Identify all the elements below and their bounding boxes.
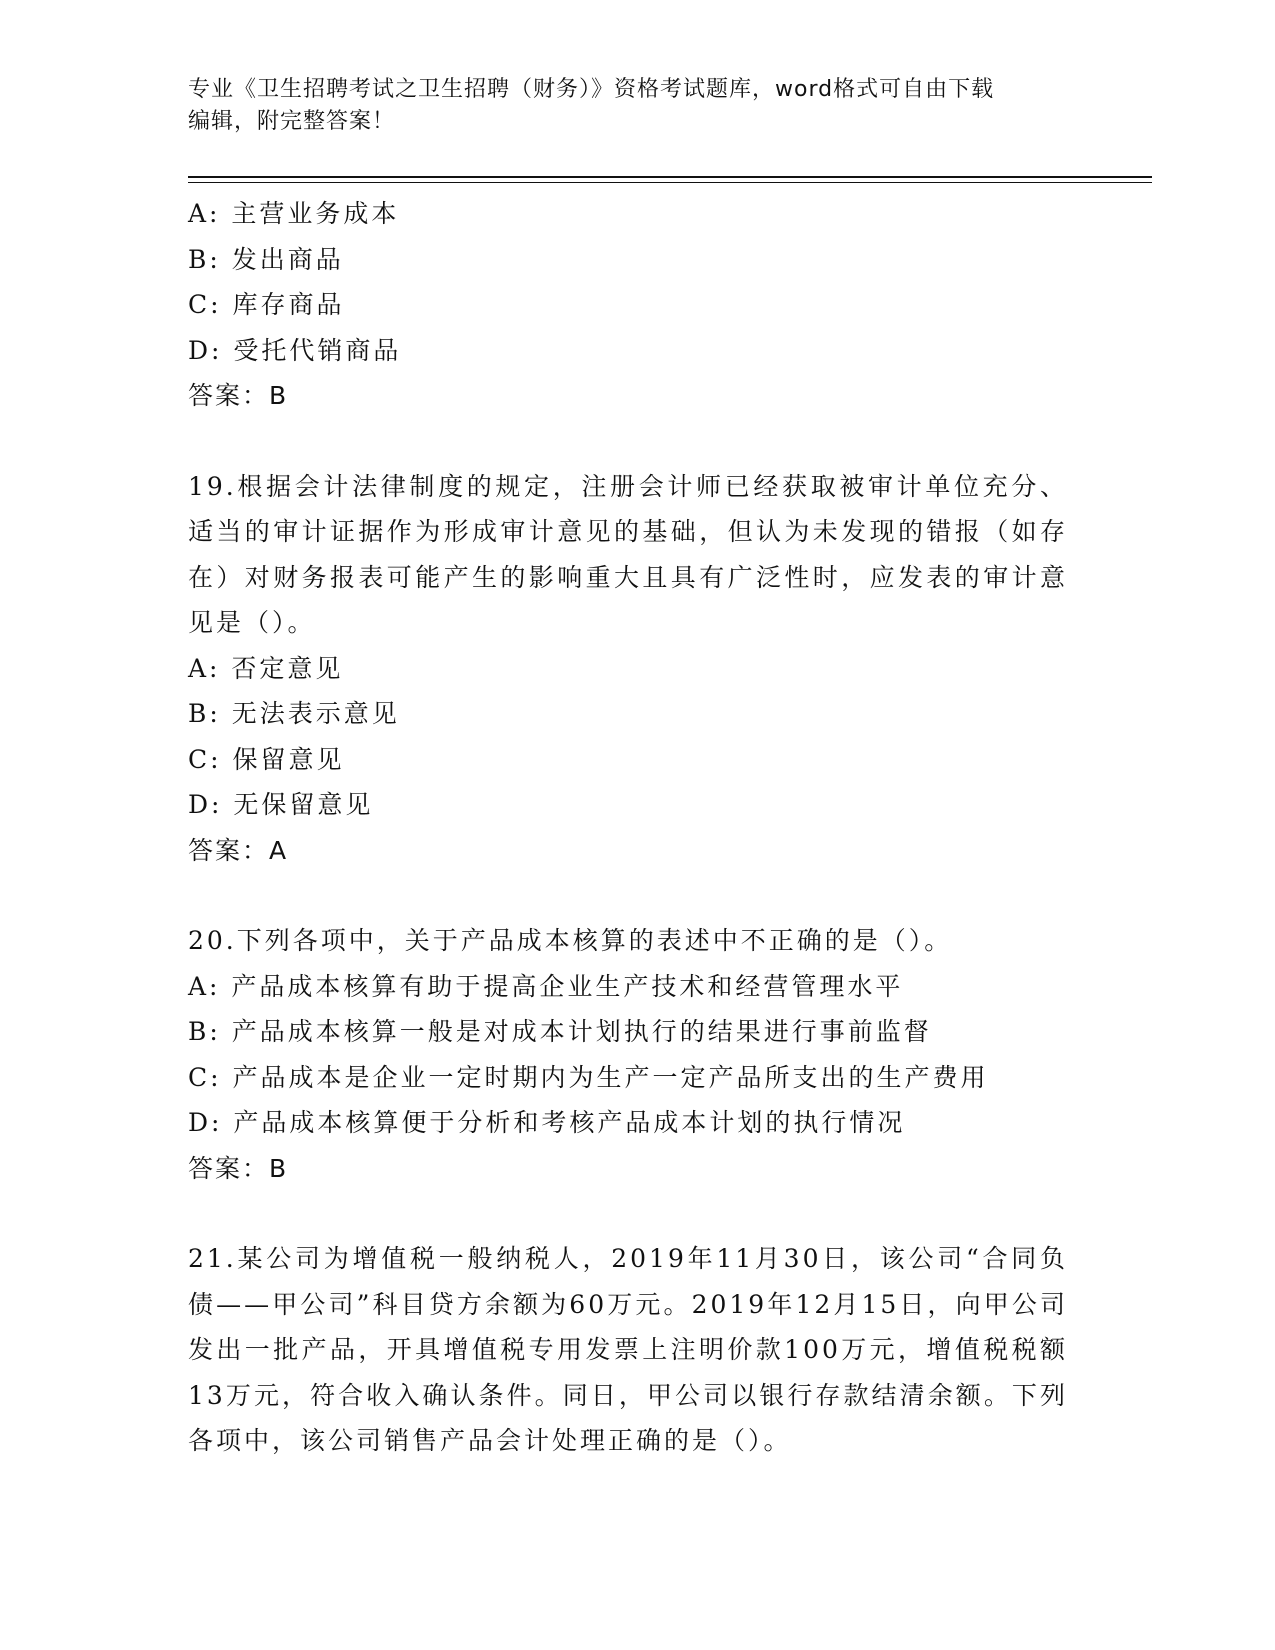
header-rule-thin [188,182,1152,183]
question-list [188,191,1088,1464]
option-c: C: 保留意见 [188,744,345,774]
header-line-2: 编辑，附完整答案！ [188,109,396,134]
header-rule-thick [188,176,1152,178]
answer-line: 答案：A [188,835,289,865]
question-text: 20.下列各项中，关于产品成本核算的表述中不正确的是（）。 [188,926,953,955]
question-text: 19.根据会计法律制度的规定，注册会计师已经获取被审计单位充分、适当的审计证据作为形成审计意见的基础，但认为未发现的错报（如存在）对财务报表可能产生的影响重大且具有广泛性时，应发表的审计意见是（）。 [188,471,1068,637]
question-18 [188,191,1088,419]
option-b: B: 发出商品 [188,244,344,274]
option-a: A: 产品成本核算有助于提高企业生产技术和经营管理水平 [188,971,904,1001]
option-d: D: 受托代销商品 [188,335,402,365]
question-19 [188,464,1088,874]
answer-line: 答案：B [188,381,289,410]
option-b: B: 产品成本核算一般是对成本计划执行的结果进行事前监督 [188,1017,932,1046]
option-c: C: 产品成本是企业一定时期内为生产一定产品所支出的生产费用 [188,1062,989,1092]
option-d: D: 无保留意见 [188,790,374,819]
question-text: 21.某公司为增值税一般纳税人，2019年11月30日，该公司“合同负债——甲公司”科目贷方余额为60万元。2019年12月15日，向甲公司发出一批产品，开具增值税专用发票上注明价款100万元，增值税税额13万元，符合收入确认条件。同日，甲公司以银行存款结清余额。下列各项中，该公司销售产品会计处理正确的是（）。 [188,1244,1068,1455]
header-line-1: 专业《卫生招聘考试之卫生招聘（财务）》资格考试题库，word格式可自由下载 [188,77,995,102]
option-a: A: 否定意见 [188,653,344,683]
option-d: D: 产品成本核算便于分析和考核产品成本计划的执行情况 [188,1108,906,1137]
question-20 [188,918,1088,1191]
answer-line: 答案：B [188,1153,289,1183]
option-b: B: 无法表示意见 [188,699,400,728]
option-a: A: 主营业务成本 [188,199,400,228]
question-21 [188,1236,1088,1464]
option-c: C: 库存商品 [188,290,345,319]
document-header [188,74,1088,138]
